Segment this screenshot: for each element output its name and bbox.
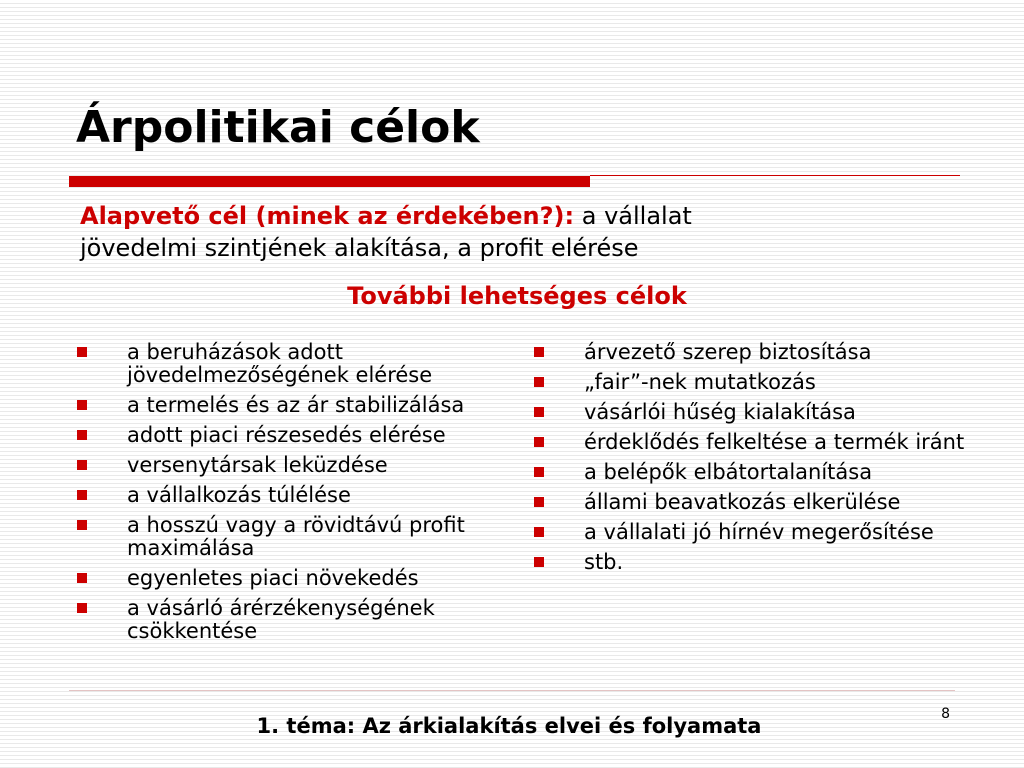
square-bullet-icon: [534, 557, 544, 567]
square-bullet-icon: [77, 430, 87, 440]
list-item: [534, 431, 974, 454]
title-underline-bar: [69, 176, 590, 187]
list-item-text: a belépők elbátortalanítása: [584, 460, 873, 484]
footer-divider: [69, 690, 955, 691]
list-item-text: stb.: [584, 550, 624, 574]
main-goal-label: Alapvető cél (minek az érdekében?):: [80, 202, 575, 230]
list-item: [77, 424, 522, 447]
goals-list-left: [77, 341, 522, 650]
square-bullet-icon: [534, 467, 544, 477]
list-item-text: a hosszú vagy a rövidtávú profit maximálása: [127, 513, 465, 560]
main-goal-text-line2: jövedelmi szintjének alakítása, a profit elérése: [80, 234, 639, 262]
list-item: [77, 341, 522, 387]
square-bullet-icon: [77, 573, 87, 583]
list-item-text: a vállalkozás túlélése: [127, 483, 351, 507]
list-item: [534, 461, 974, 484]
square-bullet-icon: [77, 460, 87, 470]
list-item: [77, 394, 522, 417]
list-item-text: a termelés és az ár stabilizálása: [127, 393, 465, 417]
square-bullet-icon: [534, 407, 544, 417]
square-bullet-icon: [534, 497, 544, 507]
list-item-text: egyenletes piaci növekedés: [127, 566, 419, 590]
list-item-text: „fair”-nek mutatkozás: [584, 370, 816, 394]
list-item: [77, 597, 522, 643]
slide-title: Árpolitikai célok: [76, 102, 480, 153]
list-item: [534, 521, 974, 544]
square-bullet-icon: [534, 377, 544, 387]
list-item-text: állami beavatkozás elkerülése: [584, 490, 901, 514]
list-item-text: érdeklődés felkeltése a termék iránt: [584, 430, 965, 454]
list-item: [77, 514, 522, 560]
footer-topic: 1. téma: Az árkialakítás elvei és folyamata: [256, 714, 762, 738]
list-item: [77, 484, 522, 507]
square-bullet-icon: [534, 347, 544, 357]
main-goal-paragraph: [80, 200, 880, 264]
square-bullet-icon: [77, 520, 87, 530]
square-bullet-icon: [534, 437, 544, 447]
list-item: [534, 491, 974, 514]
page-number: 8: [941, 706, 950, 722]
list-item-text: adott piaci részesedés elérése: [127, 423, 446, 447]
square-bullet-icon: [534, 527, 544, 537]
title-underline-line: [590, 175, 960, 176]
square-bullet-icon: [77, 400, 87, 410]
list-item: [534, 551, 974, 574]
list-item-text: a vállalati jó hírnév megerősítése: [584, 520, 934, 544]
list-item-text: a vásárló árérzékenységének csökkentése: [127, 596, 435, 643]
list-item-text: árvezető szerep biztosítása: [584, 340, 872, 364]
list-item-text: vásárlói hűség kialakítása: [584, 400, 856, 424]
list-item: [534, 341, 974, 364]
goals-list-right: [534, 341, 974, 581]
main-goal-text-line1: a vállalat: [581, 202, 692, 230]
square-bullet-icon: [77, 347, 87, 357]
list-item: [534, 371, 974, 394]
further-goals-heading: További lehetséges célok: [347, 282, 687, 310]
square-bullet-icon: [77, 490, 87, 500]
list-item: [77, 454, 522, 477]
square-bullet-icon: [77, 603, 87, 613]
list-item: [534, 401, 974, 424]
list-item-text: versenytársak leküzdése: [127, 453, 388, 477]
list-item-text: a beruházások adott jövedelmezőségének elérése: [127, 340, 433, 387]
list-item: [77, 567, 522, 590]
